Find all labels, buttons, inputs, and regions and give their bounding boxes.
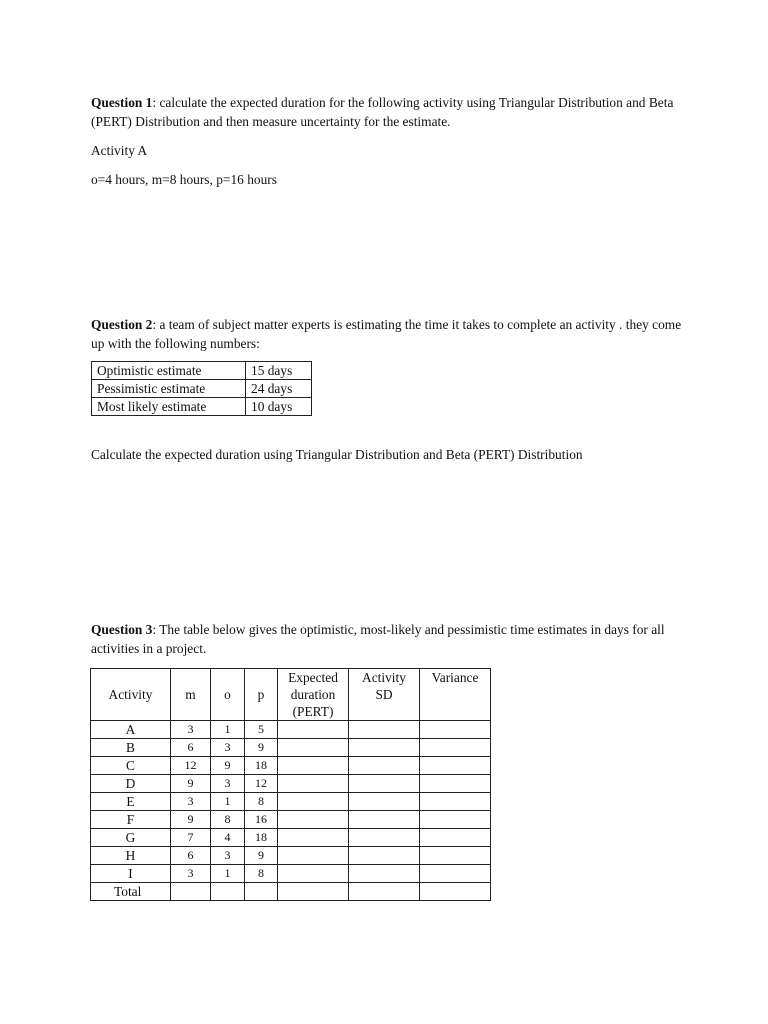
table-row — [91, 721, 491, 739]
variance-cell[interactable] — [420, 847, 491, 865]
activity-cell: G — [91, 829, 171, 847]
o-cell: 1 — [211, 865, 245, 883]
table-row — [91, 865, 491, 883]
table-row — [92, 362, 312, 380]
activity-cell: C — [91, 757, 171, 775]
m-cell: 6 — [171, 847, 211, 865]
variance-cell[interactable] — [420, 775, 491, 793]
table-row — [91, 847, 491, 865]
empty-cell[interactable] — [278, 883, 349, 901]
empty-cell[interactable] — [420, 883, 491, 901]
activity-sd-cell[interactable] — [349, 829, 420, 847]
o-cell: 3 — [211, 847, 245, 865]
question-1-activity: Activity A — [91, 143, 148, 158]
question-1-estimates: o=4 hours, m=8 hours, p=16 hours — [91, 172, 277, 187]
estimates-table — [91, 361, 312, 416]
table-row — [91, 739, 491, 757]
activity-cell: E — [91, 793, 171, 811]
estimate-label: Most likely estimate — [92, 398, 246, 416]
m-cell: 9 — [171, 775, 211, 793]
o-cell: 1 — [211, 793, 245, 811]
expected-duration-cell[interactable] — [278, 775, 349, 793]
variance-cell[interactable] — [420, 865, 491, 883]
estimate-value: 24 days — [246, 380, 312, 398]
variance-cell[interactable] — [420, 721, 491, 739]
question-3-body: : The table below gives the optimistic, most-likely and pessimistic time estimates in days for all activities in a project. — [91, 622, 665, 656]
p-cell: 8 — [245, 865, 278, 883]
table-row — [91, 829, 491, 847]
question-1-body: : calculate the expected duration for the following activity using Triangular Distribution and Beta (PERT) Distribution and then measure uncertainty for the estimate. — [91, 95, 674, 129]
p-cell: 9 — [245, 847, 278, 865]
activity-cell: H — [91, 847, 171, 865]
header-line: SD — [375, 687, 393, 702]
p-cell: 12 — [245, 775, 278, 793]
variance-cell[interactable] — [420, 757, 491, 775]
activity-sd-cell[interactable] — [349, 865, 420, 883]
header-row — [91, 669, 491, 721]
expected-duration-cell[interactable] — [278, 865, 349, 883]
empty-cell[interactable] — [211, 883, 245, 901]
p-cell: 18 — [245, 829, 278, 847]
variance-cell[interactable] — [420, 739, 491, 757]
p-cell: 9 — [245, 739, 278, 757]
expected-duration-cell[interactable] — [278, 829, 349, 847]
variance-cell[interactable] — [420, 829, 491, 847]
activity-cell: F — [91, 811, 171, 829]
expected-duration-cell[interactable] — [278, 721, 349, 739]
m-cell: 3 — [171, 793, 211, 811]
col-header-activity-sd — [349, 669, 420, 721]
p-cell: 18 — [245, 757, 278, 775]
activity-table — [90, 668, 491, 901]
question-2-instruction: Calculate the expected duration using Triangular Distribution and Beta (PERT) Distribution — [91, 447, 583, 462]
question-3-label: Question 3 — [91, 622, 153, 637]
col-header-p: p — [245, 669, 278, 721]
expected-duration-cell[interactable] — [278, 811, 349, 829]
table-row — [92, 380, 312, 398]
header-line: duration — [290, 687, 336, 702]
question-2-label: Question 2 — [91, 317, 153, 332]
col-header-o: o — [211, 669, 245, 721]
variance-cell[interactable] — [420, 811, 491, 829]
m-cell: 12 — [171, 757, 211, 775]
question-1-text — [91, 93, 691, 131]
empty-cell[interactable] — [349, 883, 420, 901]
header-line: Activity — [362, 670, 406, 685]
empty-cell[interactable] — [171, 883, 211, 901]
question-2-body: : a team of subject matter experts is estimating the time it takes to complete an activity . they come up with the following numbers: — [91, 317, 682, 351]
o-cell: 9 — [211, 757, 245, 775]
question-3-text — [91, 620, 691, 658]
activity-sd-cell[interactable] — [349, 721, 420, 739]
m-cell: 7 — [171, 829, 211, 847]
activity-sd-cell[interactable] — [349, 847, 420, 865]
activity-sd-cell[interactable] — [349, 775, 420, 793]
activity-sd-cell[interactable] — [349, 739, 420, 757]
o-cell: 1 — [211, 721, 245, 739]
activity-cell: D — [91, 775, 171, 793]
activity-sd-cell[interactable] — [349, 793, 420, 811]
activity-cell: A — [91, 721, 171, 739]
m-cell: 6 — [171, 739, 211, 757]
col-header-variance: Variance — [420, 669, 491, 721]
activity-cell: B — [91, 739, 171, 757]
table-row — [91, 811, 491, 829]
estimate-value: 15 days — [246, 362, 312, 380]
o-cell: 4 — [211, 829, 245, 847]
p-cell: 8 — [245, 793, 278, 811]
expected-duration-cell[interactable] — [278, 847, 349, 865]
p-cell: 5 — [245, 721, 278, 739]
estimate-value: 10 days — [246, 398, 312, 416]
table-row — [91, 793, 491, 811]
activity-sd-cell[interactable] — [349, 757, 420, 775]
header-line: Expected — [288, 670, 338, 685]
m-cell: 9 — [171, 811, 211, 829]
m-cell: 3 — [171, 865, 211, 883]
expected-duration-cell[interactable] — [278, 739, 349, 757]
expected-duration-cell[interactable] — [278, 793, 349, 811]
col-header-m: m — [171, 669, 211, 721]
question-1-label: Question 1 — [91, 95, 153, 110]
variance-cell[interactable] — [420, 793, 491, 811]
estimate-label: Optimistic estimate — [92, 362, 246, 380]
m-cell: 3 — [171, 721, 211, 739]
header-line: (PERT) — [292, 704, 334, 719]
estimate-label: Pessimistic estimate — [92, 380, 246, 398]
o-cell: 3 — [211, 775, 245, 793]
col-header-activity: Activity — [91, 669, 171, 721]
question-2-text — [91, 315, 691, 353]
activity-cell: I — [91, 865, 171, 883]
activity-sd-cell[interactable] — [349, 811, 420, 829]
o-cell: 3 — [211, 739, 245, 757]
col-header-expected-duration — [278, 669, 349, 721]
expected-duration-cell[interactable] — [278, 757, 349, 775]
o-cell: 8 — [211, 811, 245, 829]
p-cell: 16 — [245, 811, 278, 829]
table-row — [91, 757, 491, 775]
empty-cell[interactable] — [245, 883, 278, 901]
activity-rows — [91, 721, 491, 883]
table-row — [91, 775, 491, 793]
total-row — [91, 883, 491, 901]
total-label: Total — [91, 883, 171, 901]
table-row — [92, 398, 312, 416]
